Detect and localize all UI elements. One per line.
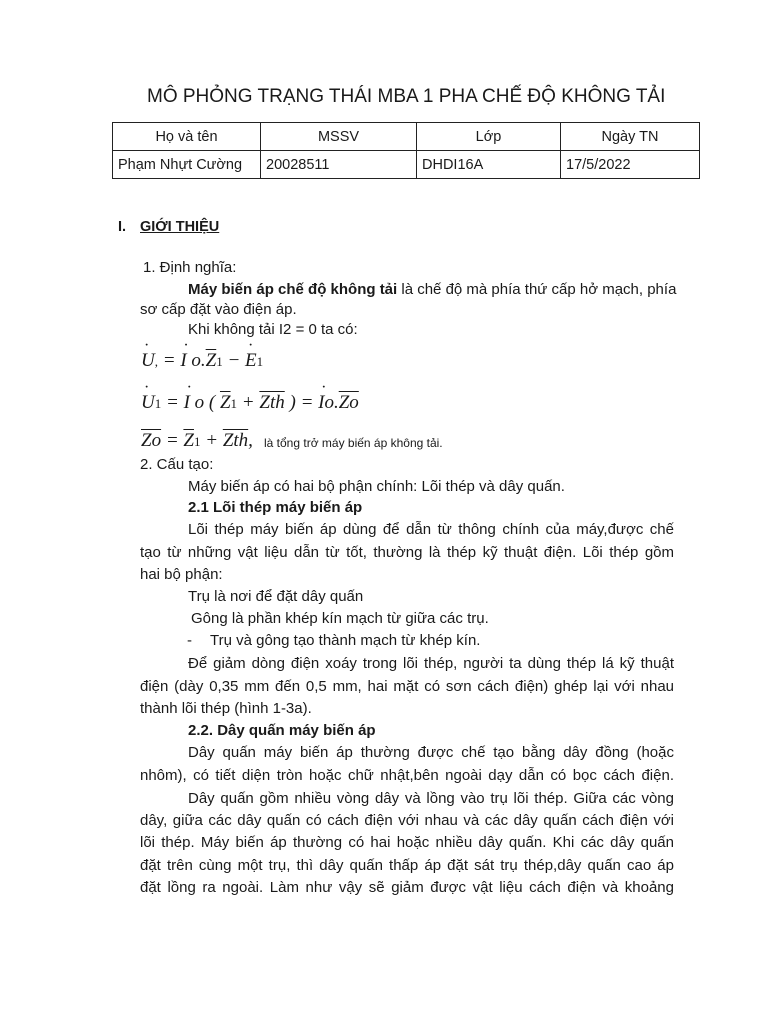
cell-student-id: 20028511 <box>261 151 417 179</box>
cell-date: 17/5/2022 <box>561 151 700 179</box>
definition-bold-term: Máy biến áp chế độ không tải <box>188 281 398 298</box>
header-name: Họ và tên <box>113 123 261 151</box>
formula-2: · U1 = · I o ( $\overline{Z}1 + \overline{Zth}$ ) = · $Io.\overline{Zo}$ <box>141 392 359 414</box>
cell-class: DHDI16A <box>417 151 561 179</box>
section-heading <box>118 219 219 235</box>
structure-intro: Máy biến áp có hai bộ phận chính: Lõi thép và dây quấn. <box>188 478 565 495</box>
section-title: GIỚI THIỆU <box>140 219 220 235</box>
core-line-6: Trụ và gông tạo thành mạch từ khép kín. <box>210 632 481 649</box>
core-p1-line-2: tạo từ những vật liệu dẫn từ tốt, thường là thép kỹ thuật điện. Lõi thép gồm <box>140 544 674 561</box>
core-p2-line-2: điện (dày 0,35 mm đến 0,5 mm, hai mặt có sơn cách điện) ghép lại với nhau <box>140 678 674 695</box>
document-title: MÔ PHỎNG TRẠNG THÁI MBA 1 PHA CHẾ ĐỘ KHÔNG TẢI <box>147 86 666 107</box>
definition-line-2: sơ cấp đặt vào điện áp. <box>140 301 297 318</box>
info-table <box>112 122 700 179</box>
core-heading: 2.1 Lõi thép máy biến áp <box>188 499 363 516</box>
definition-line-1 <box>188 280 677 300</box>
winding-p2-line-4: đặt trên cùng một trụ, thì dây quấn thấp áp đặt sát trụ thép,dây quấn cao áp <box>140 857 674 874</box>
formula-3-note: là tổng trở máy biến áp không tải. <box>264 436 443 450</box>
info-table-header-row <box>113 123 700 151</box>
definition-line-3: Khi không tải I2 = 0 ta có: <box>188 321 358 338</box>
core-p1-line-1: Lõi thép máy biến áp dùng để dẫn từ thông chính của máy,được chế <box>188 521 674 538</box>
winding-heading: 2.2. Dây quấn máy biến áp <box>188 722 376 739</box>
header-class: Lớp <box>417 123 561 151</box>
core-line-5: Gông là phần khép kín mạch từ giữa các trụ. <box>191 610 489 627</box>
header-student-id: MSSV <box>261 123 417 151</box>
definition-line-1-rest: là chế độ mà phía thứ cấp hở mạch, phía <box>397 281 677 298</box>
definition-heading: 1. Định nghĩa: <box>143 259 237 276</box>
section-number: I. <box>118 219 127 235</box>
info-table-row <box>113 151 700 179</box>
winding-p2-line-2: dây, giữa các dây quấn có cách điện với nhau và các dây quấn cách điện với <box>140 812 674 829</box>
cell-name: Phạm Nhựt Cường <box>113 151 261 179</box>
core-p2-line-1: Để giảm dòng điện xoáy trong lõi thép, người ta dùng thép lá kỹ thuật <box>188 655 674 672</box>
core-p1-line-3: hai bộ phận: <box>140 566 223 583</box>
winding-p1-line-1: Dây quấn máy biến áp thường được chế tạo bằng dây đồng (hoặc <box>188 744 674 761</box>
winding-p2-line-3: lõi thép. Máy biến áp thường có hai hoặc nhiều dây quấn. Khi các dây quấn <box>140 834 674 851</box>
winding-p1-line-2: nhôm), có tiết diện tròn hoặc chữ nhật,bên ngoài dạy dẫn có bọc cách điện. <box>140 767 674 784</box>
header-date: Ngày TN <box>561 123 700 151</box>
formula-1: · U, = · I $o.\overline{Z}1$ − · E1 <box>141 350 263 372</box>
core-line-4: Trụ là nơi để đặt dây quấn <box>188 588 364 605</box>
core-p2-line-3: thành lõi thép (hình 1-3a). <box>140 700 312 717</box>
core-bullet-dash: - <box>187 632 192 649</box>
winding-p2-line-5: đặt lồng ra ngoài. Làm như vậy sẽ giảm được vật liệu cách điện và khoảng <box>140 879 674 896</box>
winding-p2-line-1: Dây quấn gồm nhiều vòng dây và lồng vào trụ lõi thép. Giữa các vòng <box>188 790 674 807</box>
formula-3: $\overline{Zo} = \overline{Z}1 + \overline{Zth}$, <box>141 430 253 451</box>
structure-heading: 2. Cấu tạo: <box>140 456 214 473</box>
